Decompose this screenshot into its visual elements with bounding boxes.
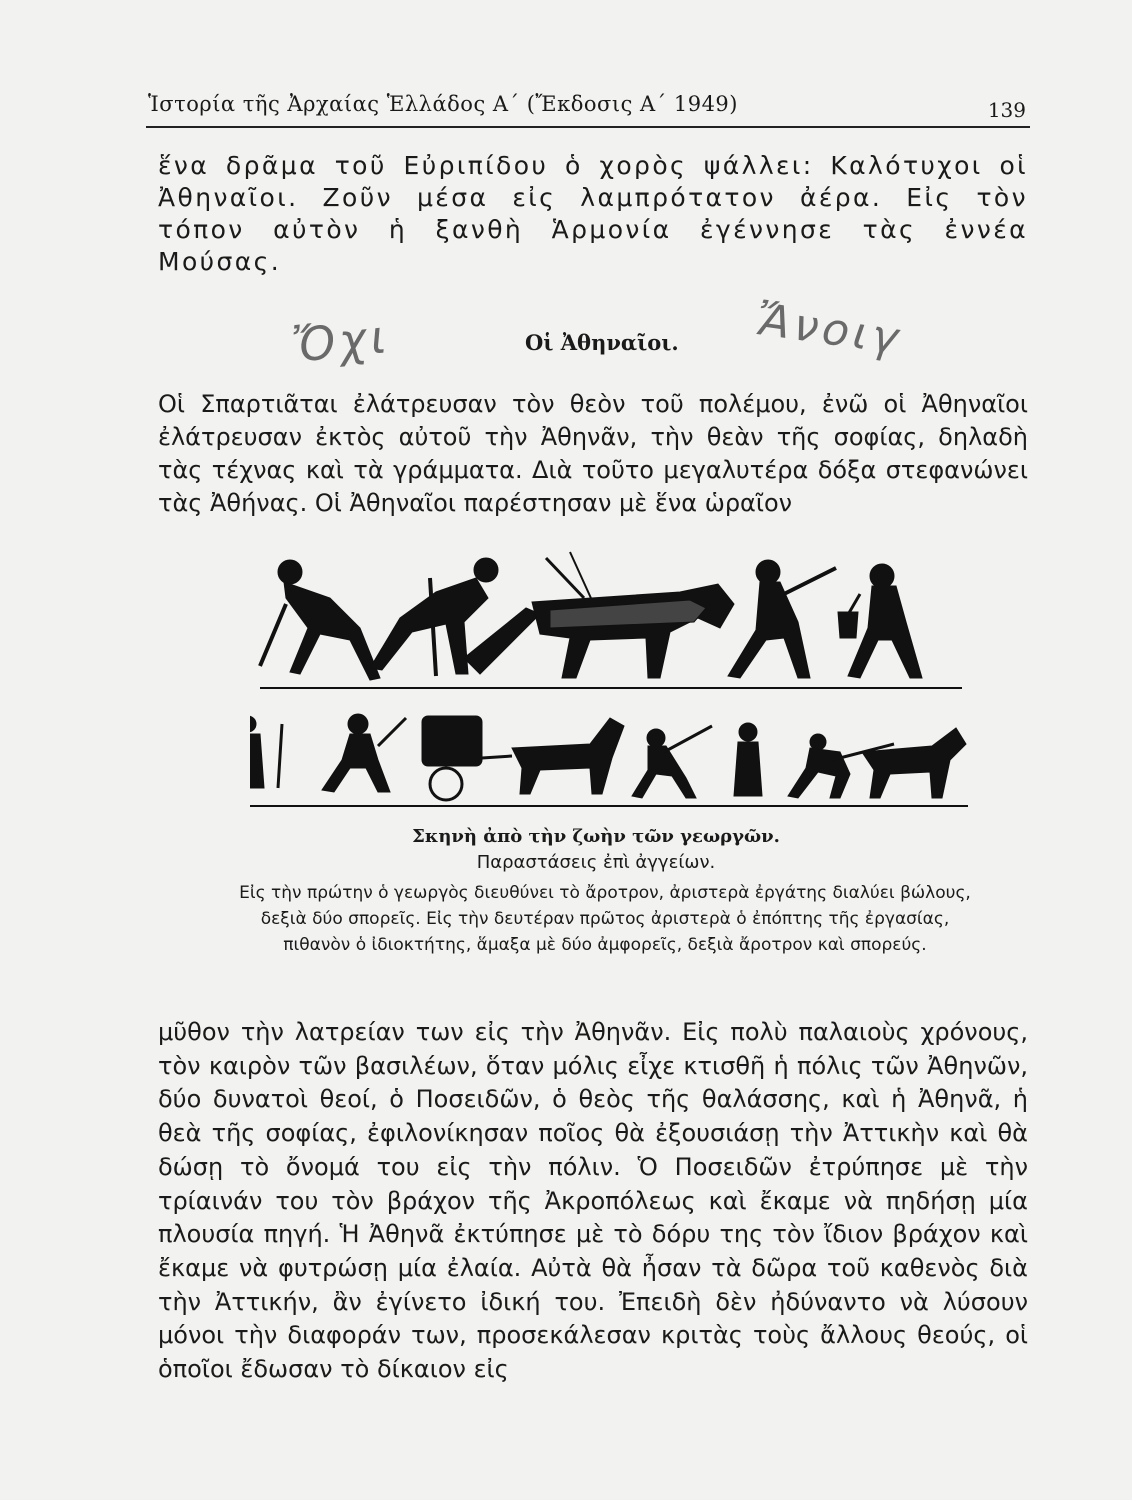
running-header [146, 92, 1030, 128]
intro-paragraph: ἕνα δρᾶμα τοῦ Εὐριπίδου ὁ χορὸς ψάλλει: Καλότυχοι οἱ Ἀθηναῖοι. Ζοῦν μέσα εἰς λαμπρότατον ἀέρα. Εἰς τὸν τόπον αὐτὸν ἡ ξανθὴ Ἁρμονία ἐγέννησε τὰς ἐννέα Μούσας. [158, 151, 1028, 276]
standing-overseer [250, 716, 264, 788]
page-number: 139 [987, 98, 1026, 122]
vase-painting-illustration [250, 548, 970, 810]
figure-caption-title: Σκηνὴ ἀπὸ τὴν ζωὴν τῶν γεωργῶν. [412, 826, 780, 847]
figure-caption-subtitle: Παραστάσεις ἐπὶ ἀγγείων. [476, 852, 716, 873]
mule-team [512, 718, 624, 794]
continuation-paragraph: μῦθον τὴν λατρείαν των εἰς τὴν Ἀθηνᾶν. Εἰς πολὺ παλαιοὺς χρόνους, τὸν καιρὸν τῶν βασιλέων, ὅταν μόλις εἶχε κτισθῆ ἡ πόλις τῶν Ἀθηνῶν, δύο δυνατοὶ θεοί, ὁ Ποσειδῶν, ὁ θεὸς τῆς θαλάσσης, καὶ ἡ Ἀθηνᾶ, ἡ θεὰ τῆς σοφίας, ἐφιλονίκησαν ποῖος θὰ ἐξουσιάσῃ τὴν Ἀττικὴν καὶ θὰ δώσῃ τὸ ὄνομά του εἰς τὴν πόλιν. Ὁ Ποσειδῶν ἐτρύπησε μὲ τὴν τρίαινάν του τὸν βράχον τῆς Ἀκροπόλεως καὶ ἔκαμε νὰ πηδήσῃ μία πλουσία πηγή. Ἡ Ἀθηνᾶ ἐκτύπησε μὲ τὸ δόρυ της τὸν ἴδιον βράχον καὶ ἔκαμε νὰ φυτρώσῃ μία ἐλαία. Αὐτὰ θὰ ἦσαν τὰ δῶρα τοῦ καθενὸς διὰ τὴν Ἀττικήν, ἂν ἐγίνετο ἰδική του. Ἐπειδὴ δὲν ἠδύναντο νὰ λύσουν μόνοι τὴν διαφοράν των, προσεκάλεσαν κριτὰς τοὺς ἄλλους θεούς, οἱ ὁποῖοι ἔδωσαν τὸ δίκαιον εἰς [158, 1018, 1028, 1384]
handwritten-note-right: Ἄνοιγ [753, 294, 906, 365]
sower-figure [728, 560, 836, 678]
cart-with-amphorae [422, 716, 512, 800]
plough [464, 608, 540, 674]
worker-figure [260, 560, 380, 680]
sower-figure [838, 564, 922, 678]
second-plough-scene [788, 728, 966, 798]
seated-figure [734, 723, 762, 796]
handwritten-note-left: Ὄχι [289, 309, 393, 373]
staff [278, 724, 282, 788]
walking-figure [322, 714, 406, 792]
oxen-team [532, 584, 734, 678]
figure-caption-body: Εἰς τὴν πρώτην ὁ γεωργὸς διευθύνει τὸ ἄροτρον, ἀριστερὰ ἐργάτης διαλύει βώλους, δεξιὰ δύο σπορεῖς. Εἰς τὴν δευτέραν πρῶτος ἀριστερὰ ὁ ἐπόπτης τῆς ἐργασίας, πιθανὸν ὁ ἰδιοκτήτης, ἅμαξα μὲ δύο ἀμφορεῖς, δεξιὰ ἄροτρον καὶ σπορεύς. [239, 883, 971, 955]
section-paragraph: Οἱ Σπαρτιᾶται ἐλάτρευσαν τὸν θεὸν τοῦ πολέμου, ἐνῶ οἱ Ἀθηναῖοι ἐλάτρευσαν ἐκτὸς αὐτοῦ τὴν Ἀθηνᾶν, τὴν θεὰν τῆς σοφίας, δηλαδὴ τὰς τέχνας καὶ τὰ γράμματα. Διὰ τοῦτο μεγαλυτέρα δόξα στεφανώνει τὰς Ἀθήνας. Οἱ Ἀθηναῖοι παρέστησαν μὲ ἕνα ὡραῖον [158, 390, 1028, 517]
gesturing-figure [632, 726, 712, 798]
section-heading: Οἱ Ἀθηναῖοι. [525, 330, 679, 355]
header-title: Ἱστορία τῆς Ἀρχαίας Ἑλλάδος Α΄ (Ἔκδοσις Α΄ 1949) [148, 92, 738, 116]
